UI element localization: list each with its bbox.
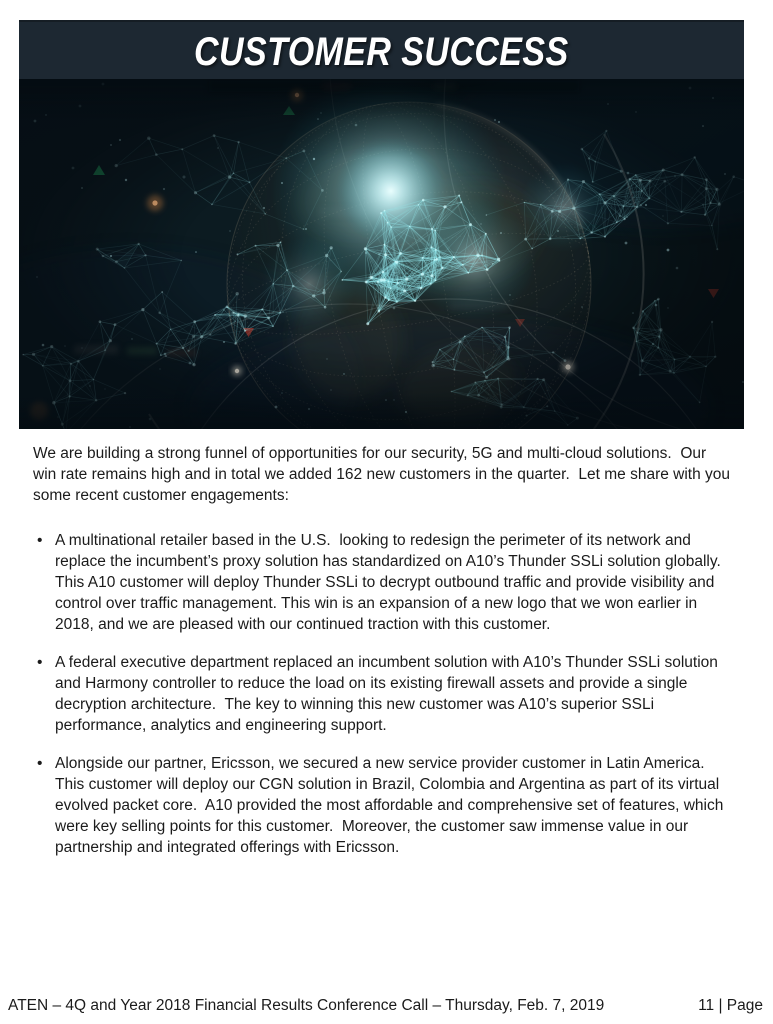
page-title: CUSTOMER SUCCESS: [194, 29, 569, 74]
engagement-list: [33, 530, 732, 858]
footer-title-text: ATEN – 4Q and Year 2018 Financial Results Conference Call – Thursday, Feb. 7, 2019: [8, 997, 605, 1014]
handshake-globe-illustration: [19, 79, 744, 429]
bullet-icon: •: [37, 654, 43, 671]
hero-image: [19, 79, 744, 429]
transcript-body: [33, 443, 735, 875]
page-number: 11 | Page: [698, 997, 763, 1014]
bullet-text: A multinational retailer based in the U.S. looking to redesign the perimeter of its network and replace the incumbent’s proxy solution has standardized on A10’s Thunder SSLi solution globally. This A10 customer will deploy Thunder SSLi to decrypt outbound traffic and provide visibility and control over traffic management. This win is an expansion of a new logo that we won earlier in 2018, and we are pleased with our continued traction with this customer.: [55, 532, 725, 633]
list-item: [33, 652, 732, 736]
bullet-text: A federal executive department replaced an incumbent solution with A10’s Thunder SSLi solution and Harmony controller to reduce the load on its existing firewall assets and provide a single decryption architecture. The key to winning this new customer was A10’s superior SSLi performance, analytics and engineering support.: [55, 654, 723, 734]
bullet-text: Alongside our partner, Ericsson, we secured a new service provider customer in Latin America. This customer will deploy our CGN solution in Brazil, Colombia and Argentina as part of its virtual evolved packet core. A10 provided the most affordable and comprehensive set of features, which were key selling points for this customer. Moreover, the customer saw immense value in our partnership and integrated offerings with Ericsson.: [55, 755, 728, 856]
list-item: [33, 753, 732, 858]
list-item: [33, 530, 732, 635]
page-footer: [8, 997, 763, 1015]
intro-paragraph: We are building a strong funnel of opportunities for our security, 5G and multi-cloud solutions. Our win rate remains high and in total we added 162 new customers in the quarter. Let me share with you some recent customer engagements:: [33, 445, 735, 504]
title-banner: [19, 20, 744, 81]
bullet-icon: •: [37, 532, 43, 549]
bullet-icon: •: [37, 755, 43, 772]
